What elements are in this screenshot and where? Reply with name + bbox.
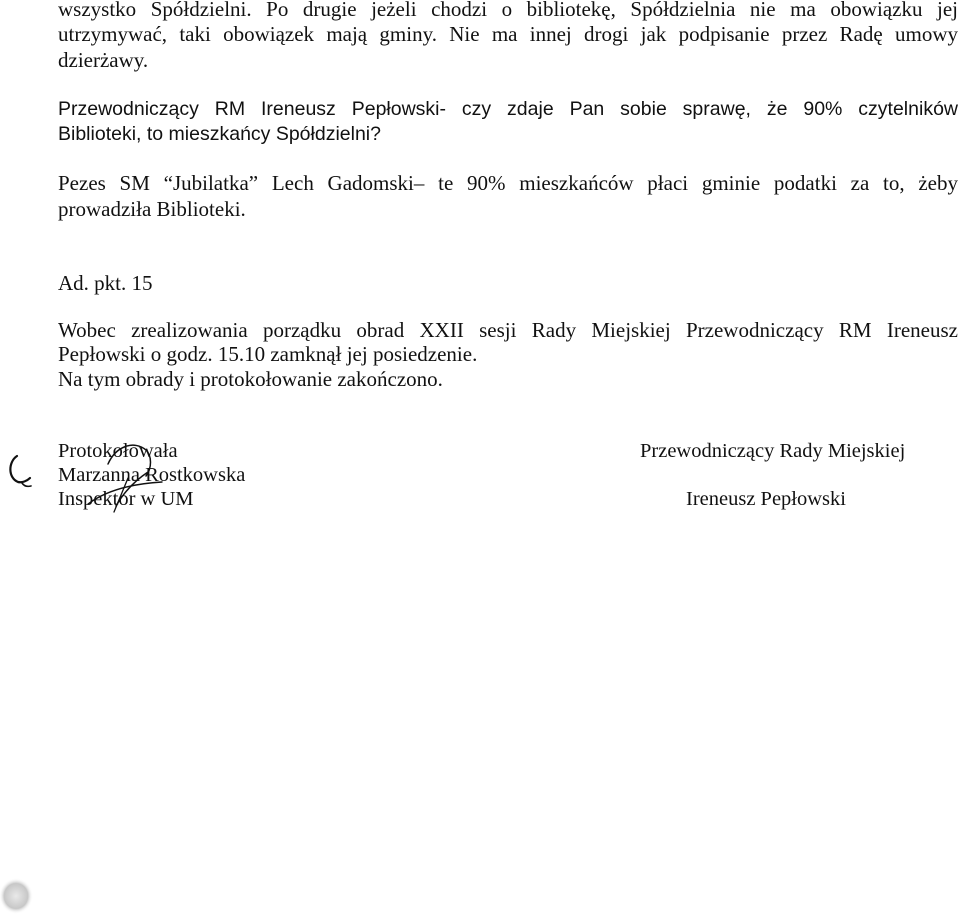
paragraph-4-line-3: Na tym obrady i protokołowanie zakończono. (58, 367, 443, 391)
paragraph-3-line-1: Pezes SM “Jubilatka” Lech Gadomski– te 90% mieszkańców płaci gminie podatki za to, żeby (58, 171, 958, 195)
paragraph-4-line-1: Wobec zrealizowania porządku obrad XXII sesji Rady Miejskiej Przewodniczący RM Ireneusz (58, 318, 958, 342)
paragraph-1-line-3: dzierżawy. (58, 48, 149, 72)
signature-right-role: Przewodniczący Rady Miejskiej (640, 440, 906, 462)
scan-artifact (0, 876, 40, 916)
paragraph-1-line-2: utrzymywać, taki obowiązek mają gminy. Nie ma innej drogi jak podpisanie przez Radę umowy (58, 22, 958, 46)
handwritten-signature (0, 420, 260, 530)
item-heading: Ad. pkt. 15 (58, 271, 153, 295)
paragraph-2-line-1: Przewodniczący RM Ireneusz Pepłowski- czy zdaje Pan sobie sprawę, że 90% czytelników (58, 98, 958, 120)
paragraph-3-line-2: prowadziła Biblioteki. (58, 197, 246, 221)
signature-left-name: Marzanna Rostkowska (58, 464, 246, 486)
paragraph-1-line-1: wszystko Spółdzielni. Po drugie jeżeli chodzi o bibliotekę, Spółdzielnia nie ma obowiązku jej (58, 0, 958, 21)
paragraph-2-line-2: Biblioteki, to mieszkańcy Spółdzielni? (58, 123, 381, 145)
paragraph-4-line-2: Pepłowski o godz. 15.10 zamknął jej posiedzenie. (58, 342, 478, 366)
signature-left-role: Protokołowała (58, 440, 178, 462)
signature-left-title: Inspektor w UM (58, 488, 194, 510)
signature-right-name: Ireneusz Pepłowski (686, 488, 846, 510)
